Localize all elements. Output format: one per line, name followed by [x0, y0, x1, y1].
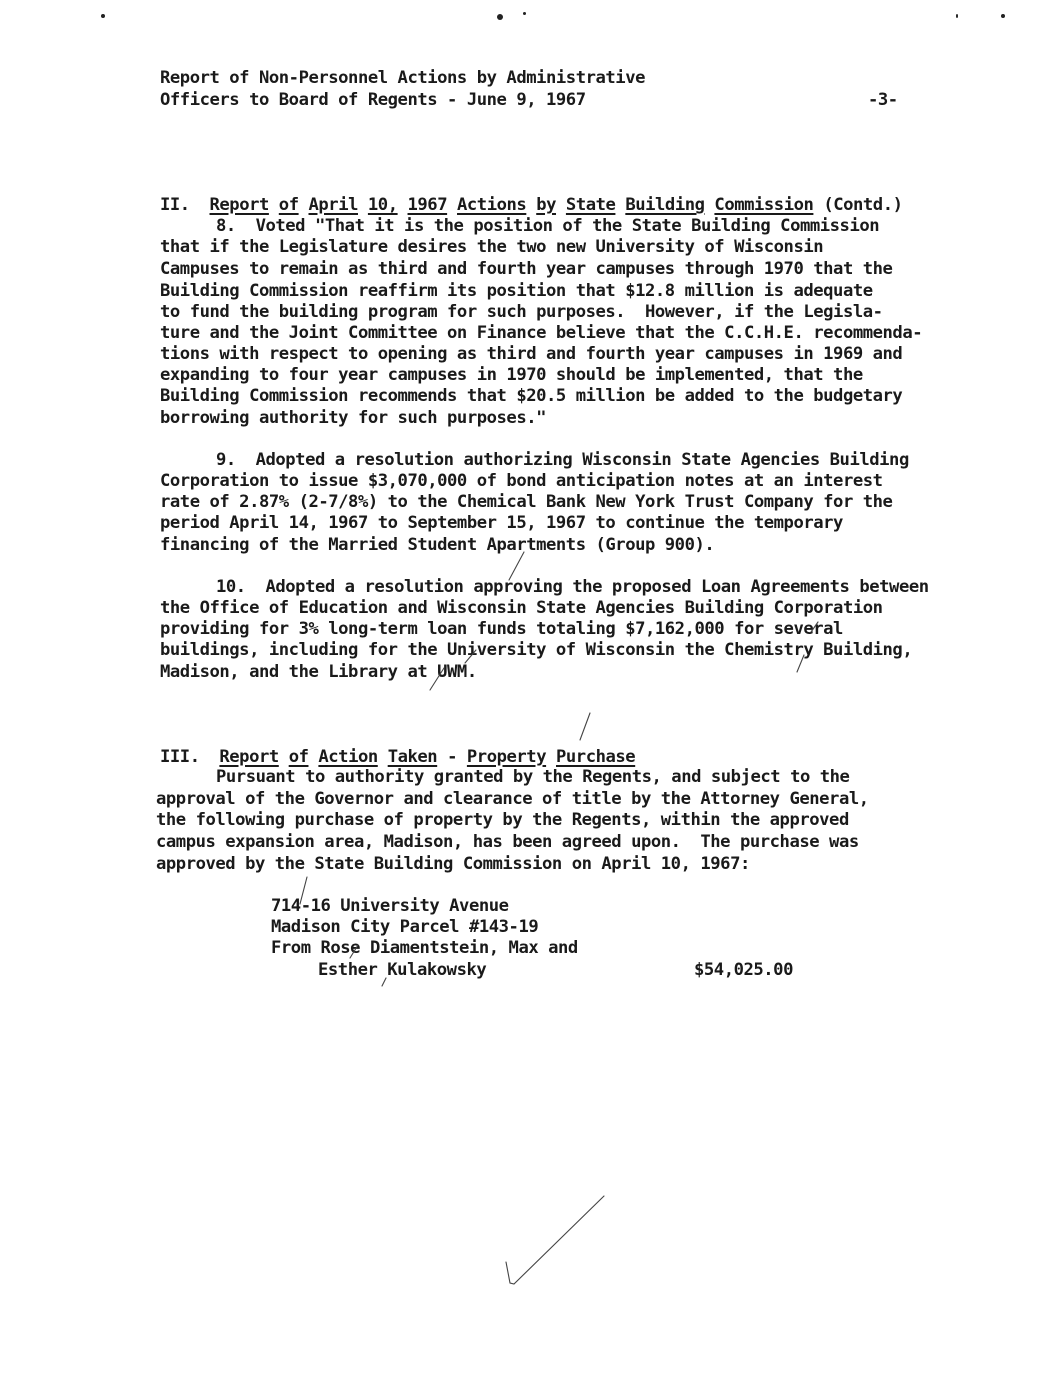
item-8-line: expanding to four year campuses in 1970 should be implemented, that the: [160, 365, 863, 385]
pencil-checkmark: [506, 1196, 604, 1284]
section-3-paragraph-line: the following purchase of property by the Regents, within the approved: [156, 810, 849, 830]
item-9-line: period April 14, 1967 to September 15, 1967 to continue the temporary: [160, 513, 843, 533]
item-9-line: 9. Adopted a resolution authorizing Wisconsin State Agencies Building: [216, 450, 909, 470]
heading-word: April: [308, 195, 358, 215]
property-amount: $54,025.00: [694, 960, 793, 980]
heading-word: Action: [318, 747, 378, 767]
property-seller-line-1: From Rose Diamentstein, Max and: [271, 938, 578, 958]
item-8-line: that if the Legislature desires the two new University of Wisconsin: [160, 237, 824, 257]
heading-word: Report: [209, 195, 269, 215]
property-parcel: Madison City Parcel #143-19: [271, 917, 539, 937]
item-8-line: Campuses to remain as third and fourth year campuses through 1970 that the: [160, 259, 893, 279]
item-8-line: borrowing authority for such purposes.": [160, 408, 547, 428]
heading-word: Taken: [387, 747, 438, 767]
pencil-tick-mark: [797, 655, 804, 672]
header-title-line-1: Report of Non-Personnel Actions by Administrative: [160, 68, 645, 88]
property-address: 714-16 University Avenue: [271, 896, 509, 916]
page-number: -3-: [868, 90, 898, 110]
item-9-line: rate of 2.87% (2-7/8%) to the Chemical Bank New York Trust Company for the: [160, 492, 893, 512]
section-2-numeral: II.: [160, 195, 190, 215]
item-8-line: ture and the Joint Committee on Finance believe that the C.C.H.E. recommenda-: [160, 323, 923, 343]
heading-word: 10,: [367, 195, 398, 215]
section-3-numeral: III.: [160, 747, 200, 767]
heading-suffix: (Contd.): [823, 195, 903, 215]
heading-word: Actions: [457, 195, 527, 215]
pencil-tick-mark: [811, 622, 818, 632]
heading-word: State: [565, 195, 616, 215]
item-10-line: providing for 3% long-term loan funds totaling $7,162,000 for several: [160, 619, 843, 639]
pencil-tick-mark: [300, 877, 307, 904]
heading-word: of: [278, 195, 299, 215]
heading-dash: -: [447, 747, 457, 767]
item-8-line: Building Commission reaffirm its position that $12.8 million is adequate: [160, 281, 873, 301]
heading-word: Report: [219, 747, 279, 767]
section-3-paragraph-line: approval of the Governor and clearance of title by the Attorney General,: [156, 789, 869, 809]
pencil-tick-mark: [509, 552, 524, 580]
heading-word: Commission: [714, 195, 814, 215]
item-8-line: tions with respect to opening as third and fourth year campuses in 1969 and: [160, 344, 903, 364]
property-seller-line-2: Esther Kulakowsky: [318, 960, 487, 980]
section-3-paragraph-line: approved by the State Building Commission on April 10, 1967:: [156, 854, 750, 874]
item-8-line: Building Commission recommends that $20.5 million be added to the budgetary: [160, 386, 903, 406]
heading-word: of: [288, 747, 309, 767]
heading-word: Purchase: [556, 747, 636, 767]
item-8-line: 8. Voted "That it is the position of the State Building Commission: [216, 216, 880, 236]
header-title-line-2: Officers to Board of Regents - June 9, 1967: [160, 90, 586, 110]
section-3-paragraph-line: campus expansion area, Madison, has been agreed upon. The purchase was: [156, 832, 859, 852]
heading-word: by: [536, 195, 557, 215]
heading-word: Building: [625, 195, 705, 215]
section-3-paragraph-line: Pursuant to authority granted by the Regents, and subject to the: [216, 767, 850, 787]
item-10-line: 10. Adopted a resolution approving the proposed Loan Agreements between: [216, 577, 929, 597]
pencil-tick-mark: [382, 978, 386, 986]
pencil-tick-mark: [465, 650, 476, 663]
pencil-tick-mark: [350, 945, 358, 958]
heading-word: Property: [466, 747, 547, 767]
item-10-line: Madison, and the Library at UWM.: [160, 662, 477, 682]
item-9-line: Corporation to issue $3,070,000 of bond anticipation notes at an interest: [160, 471, 883, 491]
item-9-line: financing of the Married Student Apartments (Group 900).: [160, 535, 715, 555]
item-10-line: buildings, including for the University of Wisconsin the Chemistry Building,: [160, 640, 913, 660]
item-10-line: the Office of Education and Wisconsin State Agencies Building Corporation: [160, 598, 883, 618]
pencil-tick-mark: [580, 713, 590, 740]
heading-word: 1967: [407, 195, 448, 215]
item-8-line: to fund the building program for such purposes. However, if the Legisla-: [160, 302, 883, 322]
pencil-tick-mark: [430, 668, 444, 690]
